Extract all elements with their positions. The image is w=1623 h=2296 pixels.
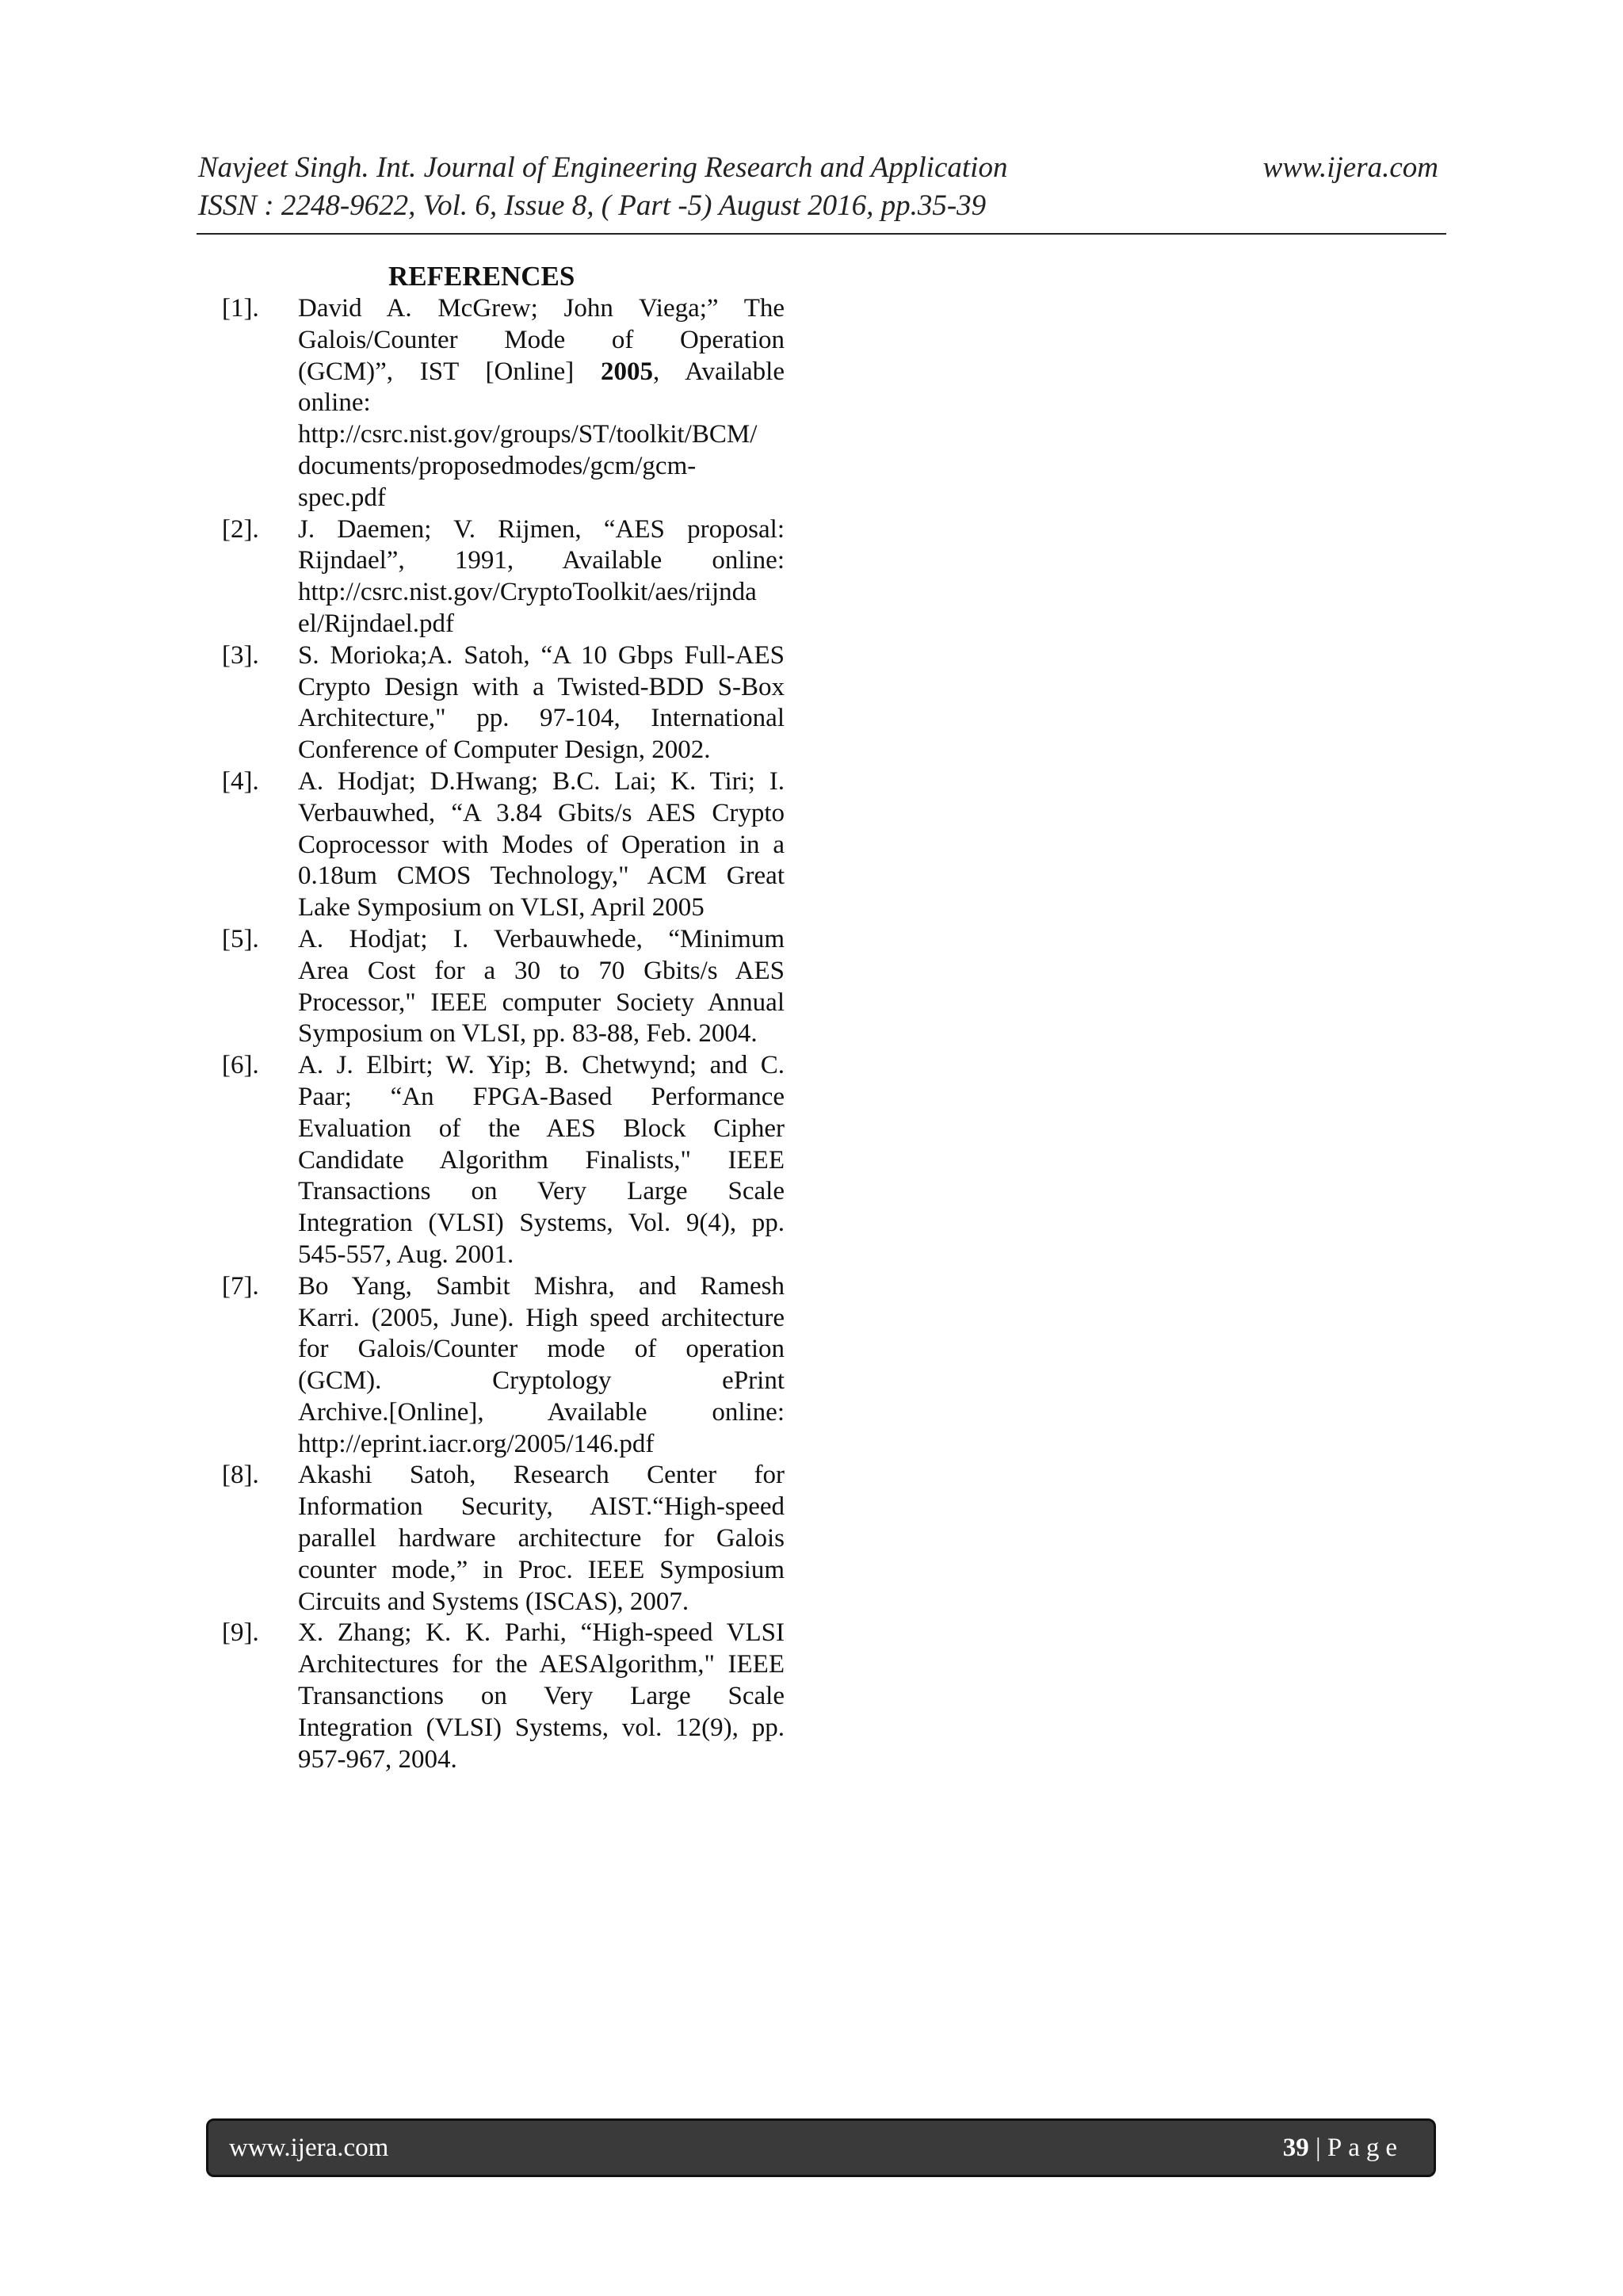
- reference-number: [7].: [222, 1271, 259, 1301]
- reference-line: http://eprint.iacr.org/2005/146.pdf: [298, 1429, 655, 1458]
- reference-item: [222, 293, 785, 514]
- reference-line: Verbauwhed, “A 3.84 Gbits/s AES Crypto: [298, 798, 785, 827]
- reference-text: [298, 1460, 785, 1618]
- reference-line: Crypto Design with a Twisted-BDD S-Box: [298, 672, 785, 701]
- reference-line: for Galois/Counter mode of operation: [298, 1335, 785, 1364]
- reference-line: documents/proposedmodes/gcm/gcm-: [298, 451, 697, 480]
- reference-item: [222, 1050, 785, 1271]
- reference-line: (GCM)”, IST [Online] 2005, Available: [298, 357, 785, 386]
- reference-item: [222, 766, 785, 924]
- reference-line: Paar; “An FPGA-Based Performance: [298, 1082, 785, 1111]
- page-number: 39: [1282, 2133, 1309, 2162]
- reference-line: David A. McGrew; John Viega;” The: [298, 294, 785, 323]
- issn-line: ISSN : 2248-9622, Vol. 6, Issue 8, ( Part -5) August 2016, pp.35-39: [198, 189, 987, 222]
- reference-text: [298, 1271, 785, 1461]
- reference-line: Architecture," pp. 97-104, International: [298, 704, 785, 733]
- reference-line: Processor," IEEE computer Society Annual: [298, 988, 785, 1017]
- reference-number: [9].: [222, 1618, 259, 1648]
- reference-line: S. Morioka;A. Satoh, “A 10 Gbps Full-AES: [298, 640, 785, 670]
- reference-item: [222, 1460, 785, 1618]
- reference-text: [298, 1050, 785, 1271]
- reference-text: [298, 924, 785, 1050]
- reference-text: [298, 514, 785, 640]
- reference-line: Rijndael”, 1991, Available online:: [298, 546, 785, 575]
- reference-line: Karri. (2005, June). High speed architecture: [298, 1303, 785, 1332]
- reference-line: 0.18um CMOS Technology," ACM Great: [298, 861, 785, 891]
- page-separator: |: [1308, 2133, 1327, 2162]
- reference-line: Transactions on Very Large Scale: [298, 1177, 785, 1206]
- reference-line: Transanctions on Very Large Scale: [298, 1682, 785, 1711]
- reference-line: Conference of Computer Design, 2002.: [298, 735, 711, 765]
- reference-line: Evaluation of the AES Block Cipher: [298, 1114, 785, 1143]
- reference-line: counter mode,” in Proc. IEEE Symposium: [298, 1555, 785, 1584]
- header-website: www.ijera.com: [1262, 151, 1438, 184]
- header-top-row: [198, 149, 1438, 187]
- page-footer: [206, 2118, 1436, 2177]
- reference-line: Integration (VLSI) Systems, Vol. 9(4), pp.: [298, 1209, 785, 1238]
- reference-line: 957-967, 2004.: [298, 1744, 457, 1774]
- reference-line: Bo Yang, Sambit Mishra, and Ramesh: [298, 1271, 785, 1301]
- page-label: Page: [1327, 2133, 1403, 2162]
- reference-line: Architectures for the AESAlgorithm," IEEE: [298, 1650, 785, 1679]
- reference-line: Information Security, AIST.“High-speed: [298, 1492, 785, 1522]
- reference-line: parallel hardware architecture for Galois: [298, 1524, 785, 1553]
- reference-number: [3].: [222, 640, 259, 670]
- reference-number: [5].: [222, 924, 259, 953]
- reference-item: [222, 640, 785, 766]
- reference-line: (GCM). Cryptology ePrint: [298, 1366, 785, 1396]
- references-section: [222, 260, 785, 1775]
- header-bottom-row: [198, 187, 1438, 225]
- reference-line: Lake Symposium on VLSI, April 2005: [298, 893, 705, 923]
- reference-line: A. J. Elbirt; W. Yip; B. Chetwynd; and C.: [298, 1051, 785, 1080]
- reference-line: http://csrc.nist.gov/groups/ST/toolkit/BCM/: [298, 420, 758, 449]
- reference-line: A. Hodjat; I. Verbauwhede, “Minimum: [298, 924, 785, 953]
- reference-line: 545-557, Aug. 2001.: [298, 1240, 514, 1269]
- reference-text: [298, 1618, 785, 1775]
- reference-line: el/Rijndael.pdf: [298, 609, 455, 638]
- reference-text: [298, 766, 785, 924]
- reference-line: J. Daemen; V. Rijmen, “AES proposal:: [298, 514, 785, 544]
- reference-number: [4].: [222, 766, 259, 796]
- reference-line: Akashi Satoh, Research Center for: [298, 1461, 785, 1490]
- reference-line: Archive.[Online], Available online:: [298, 1397, 785, 1427]
- reference-line: Symposium on VLSI, pp. 83-88, Feb. 2004.: [298, 1019, 758, 1049]
- reference-line: Integration (VLSI) Systems, vol. 12(9), pp.: [298, 1713, 785, 1742]
- reference-line: A. Hodjat; D.Hwang; B.C. Lai; K. Tiri; I.: [298, 766, 785, 796]
- reference-item: [222, 1271, 785, 1461]
- reference-text: [298, 293, 785, 514]
- reference-line: spec.pdf: [298, 483, 386, 512]
- reference-line: http://csrc.nist.gov/CryptoToolkit/aes/rijnda: [298, 578, 757, 607]
- footer-website: www.ijera.com: [229, 2133, 389, 2162]
- reference-item: [222, 924, 785, 1050]
- reference-number: [1].: [222, 294, 259, 323]
- references-heading: REFERENCES: [388, 261, 575, 292]
- reference-number: [6].: [222, 1051, 259, 1080]
- reference-number: [2].: [222, 514, 259, 544]
- reference-line: Galois/Counter Mode of Operation: [298, 325, 785, 354]
- reference-line: Circuits and Systems (ISCAS), 2007.: [298, 1587, 689, 1616]
- running-header: [198, 149, 1438, 225]
- reference-line: Coprocessor with Modes of Operation in a: [298, 830, 785, 859]
- references-list: [222, 293, 785, 1775]
- reference-line: online:: [298, 388, 371, 418]
- reference-line: Area Cost for a 30 to 70 Gbits/s AES: [298, 956, 785, 985]
- reference-number: [8].: [222, 1461, 259, 1490]
- reference-item: [222, 514, 785, 640]
- reference-text: [298, 640, 785, 766]
- reference-item: [222, 1618, 785, 1775]
- header-divider: [197, 233, 1446, 235]
- reference-line: Candidate Algorithm Finalists," IEEE: [298, 1145, 785, 1175]
- journal-title: Navjeet Singh. Int. Journal of Engineering Research and Application: [198, 151, 1008, 184]
- reference-line: X. Zhang; K. K. Parhi, “High-speed VLSI: [298, 1618, 785, 1648]
- footer-page-info: [1283, 2134, 1403, 2163]
